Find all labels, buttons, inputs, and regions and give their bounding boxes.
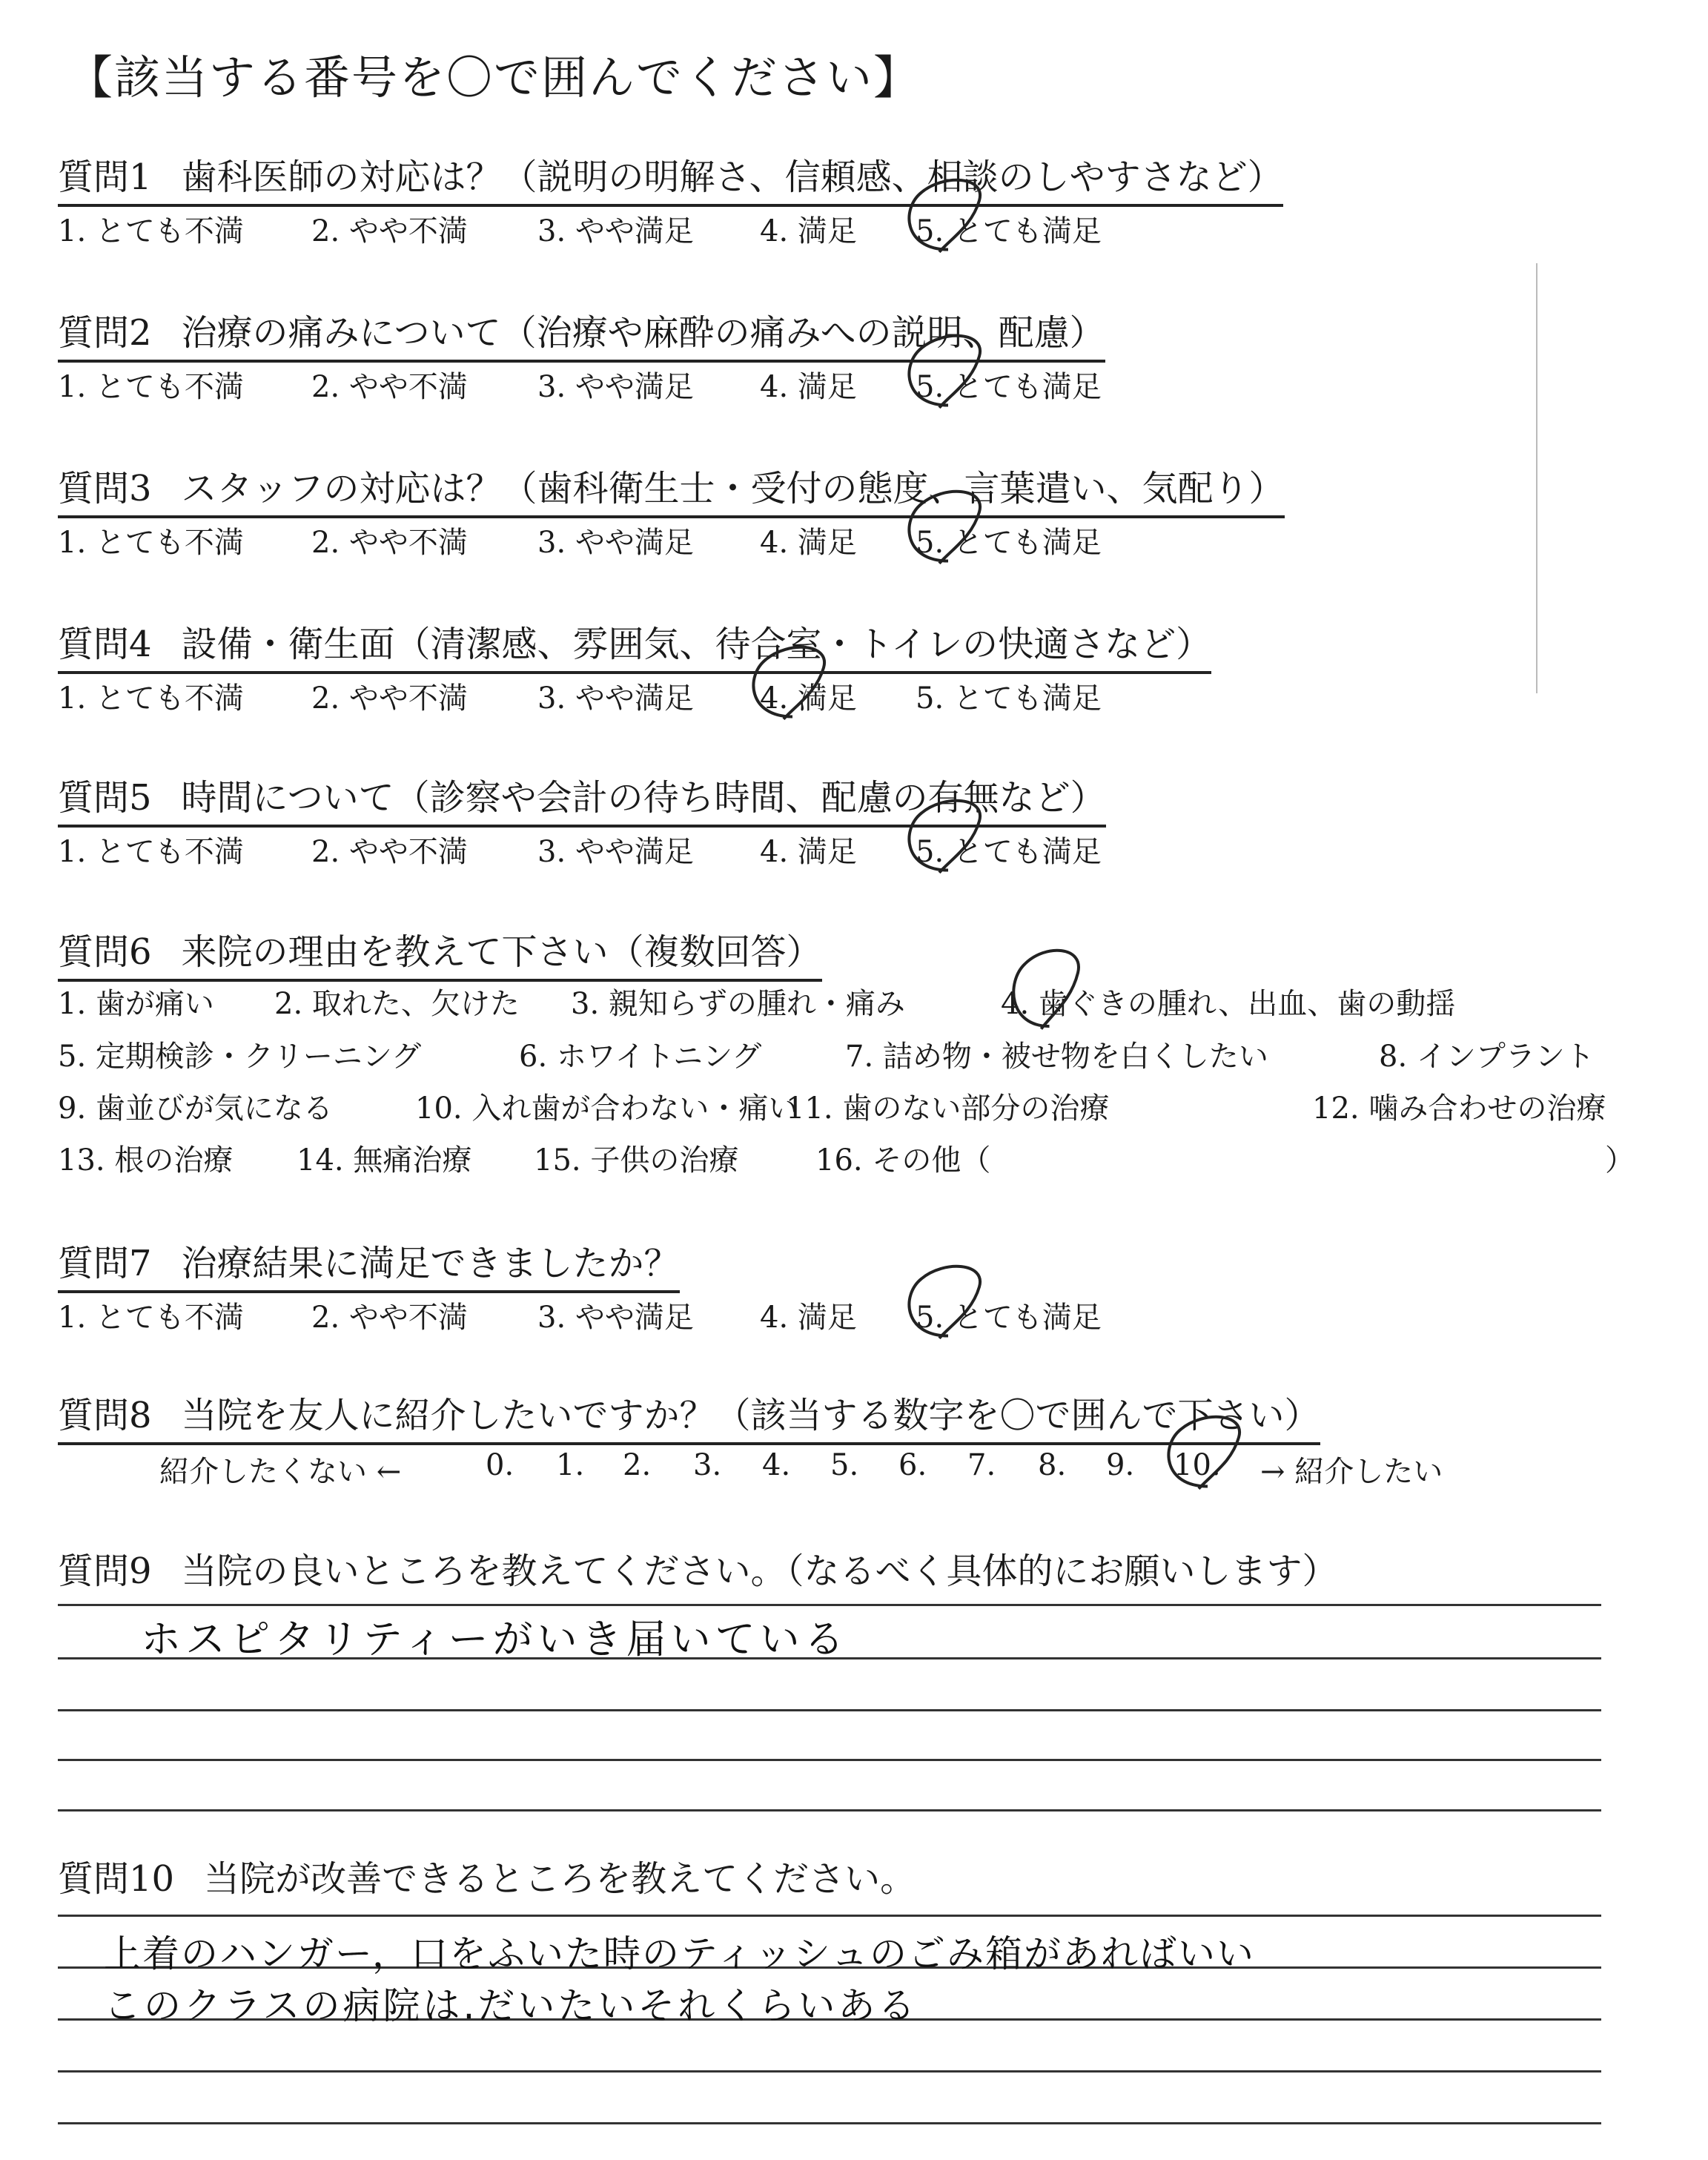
- reason-option[interactable]: 5. 定期検診・クリーニング: [58, 1040, 422, 1074]
- question-number: 質問3: [58, 468, 152, 509]
- question-number: 質問8: [58, 1395, 152, 1436]
- scale-value[interactable]: 6.: [898, 1448, 927, 1482]
- question-number: 質問5: [58, 777, 152, 819]
- question-text: 治療の痛みについて（治療や麻酔の痛みへの説明、配慮）: [181, 312, 1105, 354]
- reason-option[interactable]: 12. 噛み合わせの治療: [1312, 1091, 1606, 1126]
- scale-value[interactable]: 3.: [693, 1448, 722, 1482]
- reason-option[interactable]: ）: [1605, 1143, 1635, 1178]
- question-1-option-4[interactable]: 4. 満足: [760, 214, 857, 248]
- question-6-heading: [58, 923, 822, 982]
- page-title: 【該当する番号を〇で囲んでください】: [67, 50, 921, 105]
- question-2-option-5[interactable]: 5. とても満足: [916, 370, 1102, 404]
- question-number: 質問6: [58, 931, 152, 973]
- question-3-option-2[interactable]: 2. やや不満: [311, 526, 468, 560]
- question-text: 時間について（診察や会計の待ち時間、配慮の有無など）: [181, 777, 1106, 819]
- answer-line: [58, 1604, 1601, 1606]
- question-number: 質問2: [58, 312, 152, 354]
- scale-value[interactable]: 8.: [1038, 1448, 1067, 1482]
- reason-option[interactable]: 4. 歯ぐきの腫れ、出血、歯の動揺: [1001, 987, 1456, 1021]
- question-text: 当院の良いところを教えてください。（なるべく具体的にお願いします）: [181, 1550, 1338, 1592]
- answer-line: [58, 1759, 1601, 1761]
- reason-option[interactable]: 1. 歯が痛い: [58, 987, 214, 1021]
- scale-value[interactable]: 10.: [1174, 1448, 1221, 1482]
- question-7-option-5[interactable]: 5. とても満足: [916, 1301, 1102, 1335]
- question-1-heading: [58, 148, 1283, 207]
- question-1-option-1[interactable]: 1. とても不満: [58, 214, 244, 248]
- scale-value[interactable]: 0.: [486, 1448, 514, 1482]
- answer-line: [58, 1709, 1601, 1711]
- margin-line: [1536, 263, 1537, 693]
- scale-right-label: → 紹介したい: [1260, 1455, 1443, 1489]
- question-number: 質問9: [58, 1550, 152, 1592]
- question-2-option-4[interactable]: 4. 満足: [760, 370, 857, 404]
- question-text: 当院が改善できるところを教えてください。: [204, 1858, 916, 1900]
- handwritten-answer-line-1: 上着のハンガー，口をふいた時のティッシュのごみ箱があればいい: [104, 1932, 1255, 1975]
- reason-option[interactable]: 6. ホワイトニング: [519, 1040, 762, 1074]
- question-4-option-2[interactable]: 2. やや不満: [311, 681, 468, 716]
- question-3-option-3[interactable]: 3. やや満足: [537, 526, 694, 560]
- scale-value[interactable]: 5.: [830, 1448, 859, 1482]
- question-1-option-3[interactable]: 3. やや満足: [537, 214, 694, 248]
- question-4-option-3[interactable]: 3. やや満足: [537, 681, 694, 716]
- question-5-option-2[interactable]: 2. やや不満: [311, 835, 468, 869]
- question-4-heading: [58, 615, 1211, 674]
- question-5-heading: [58, 769, 1106, 828]
- handwritten-answer-line-2: このクラスの病院は.だいたいそれくらいある: [104, 1984, 918, 2027]
- question-number: 質問10: [58, 1858, 175, 1900]
- reason-option[interactable]: 16. その他（: [815, 1143, 991, 1178]
- question-5-option-4[interactable]: 4. 満足: [760, 835, 857, 869]
- question-4-option-5[interactable]: 5. とても満足: [916, 681, 1102, 716]
- scale-value[interactable]: 2.: [623, 1448, 652, 1482]
- answer-line: [58, 1809, 1601, 1811]
- question-5-option-1[interactable]: 1. とても不満: [58, 835, 244, 869]
- answer-line: [58, 2122, 1601, 2124]
- question-text: 治療結果に満足できましたか？: [181, 1243, 680, 1284]
- reason-option[interactable]: 14. 無痛治療: [297, 1143, 472, 1178]
- question-2-heading: [58, 304, 1105, 363]
- question-7-heading: [58, 1235, 680, 1293]
- reason-option[interactable]: 2. 取れた、欠けた: [274, 987, 520, 1021]
- question-7-option-4[interactable]: 4. 満足: [760, 1301, 857, 1335]
- question-3-option-1[interactable]: 1. とても不満: [58, 526, 244, 560]
- question-4-option-4[interactable]: 4. 満足: [760, 681, 857, 716]
- question-7-option-2[interactable]: 2. やや不満: [311, 1301, 468, 1335]
- answer-line: [58, 2070, 1601, 2073]
- question-3-heading: [58, 460, 1285, 518]
- question-1-option-2[interactable]: 2. やや不満: [311, 214, 468, 248]
- question-3-option-4[interactable]: 4. 満足: [760, 526, 857, 560]
- question-7-option-1[interactable]: 1. とても不満: [58, 1301, 244, 1335]
- question-text: 来院の理由を教えて下さい（複数回答）: [181, 931, 822, 973]
- reason-option[interactable]: 13. 根の治療: [58, 1143, 234, 1178]
- reason-option[interactable]: 7. 詰め物・被せ物を白くしたい: [845, 1040, 1268, 1074]
- reason-option[interactable]: 10. 入れ歯が合わない・痛い: [415, 1091, 798, 1126]
- question-10-heading: [58, 1850, 916, 1901]
- question-2-option-1[interactable]: 1. とても不満: [58, 370, 244, 404]
- question-2-option-3[interactable]: 3. やや満足: [537, 370, 694, 404]
- scale-value[interactable]: 7.: [967, 1448, 996, 1482]
- question-9-heading: [58, 1542, 1338, 1593]
- question-5-option-5[interactable]: 5. とても満足: [916, 835, 1102, 869]
- reason-option[interactable]: 3. 親知らずの腫れ・痛み: [571, 987, 905, 1021]
- scale-left-label: 紹介したくない ←: [159, 1455, 402, 1489]
- question-1-option-5[interactable]: 5. とても満足: [916, 214, 1102, 248]
- scale-value[interactable]: 9.: [1106, 1448, 1135, 1482]
- question-text: スタッフの対応は？（歯科衛生士・受付の態度、言葉遣い、気配り）: [181, 468, 1285, 509]
- question-4-option-1[interactable]: 1. とても不満: [58, 681, 244, 716]
- reason-option[interactable]: 9. 歯並びが気になる: [58, 1091, 333, 1126]
- answer-line: [58, 1915, 1601, 1917]
- question-7-option-3[interactable]: 3. やや満足: [537, 1301, 694, 1335]
- question-text: 当院を友人に紹介したいですか？（該当する数字を〇で囲んで下さい）: [181, 1395, 1320, 1436]
- question-number: 質問1: [58, 156, 152, 198]
- question-text: 歯科医師の対応は？（説明の明解さ、信頼感、相談のしやすさなど）: [181, 156, 1283, 198]
- handwritten-answer: ホスピタリティーがいき届いている: [141, 1616, 849, 1662]
- question-number: 質問7: [58, 1243, 152, 1284]
- reason-option[interactable]: 15. 子供の治療: [534, 1143, 739, 1178]
- question-2-option-2[interactable]: 2. やや不満: [311, 370, 468, 404]
- reason-option[interactable]: 8. インプラント: [1379, 1040, 1595, 1074]
- question-5-option-3[interactable]: 3. やや満足: [537, 835, 694, 869]
- reason-option[interactable]: 11. 歯のない部分の治療: [786, 1091, 1110, 1126]
- question-8-heading: [58, 1387, 1320, 1445]
- scale-value[interactable]: 4.: [762, 1448, 791, 1482]
- question-text: 設備・衛生面（清潔感、雰囲気、待合室・トイレの快適さなど）: [181, 624, 1212, 665]
- scale-value[interactable]: 1.: [556, 1448, 585, 1482]
- question-number: 質問4: [58, 624, 152, 665]
- question-3-option-5[interactable]: 5. とても満足: [916, 526, 1102, 560]
